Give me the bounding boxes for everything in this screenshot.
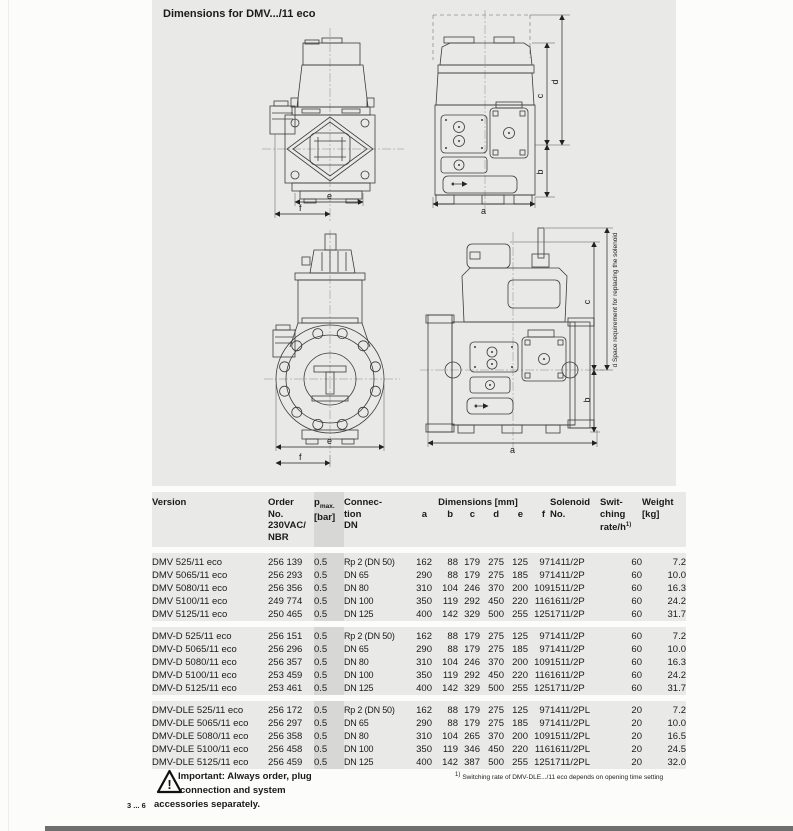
cell-version: DMV-D 5100/11 eco (152, 670, 237, 681)
cell-switching-rate: 20 (631, 744, 642, 755)
cell-p-max: 0.5 (314, 731, 328, 742)
cell-dim-c: 179 (464, 557, 480, 568)
cell-dim-f: 109 (534, 731, 550, 742)
cell-dim-e: 125 (512, 557, 528, 568)
cell-dim-e: 200 (512, 657, 528, 668)
table-row (152, 556, 686, 569)
cell-dim-e: 220 (512, 744, 528, 755)
cell-version: DMV 5125/11 eco (152, 609, 228, 620)
cell-weight: 16.5 (667, 731, 686, 742)
table-row (152, 643, 686, 656)
cell-connection: DN 100 (344, 744, 374, 754)
cell-order-no: 249 774 (268, 596, 303, 607)
cell-connection: Rp 2 (DN 50) (344, 631, 395, 641)
cell-solenoid-no: 1411/2PL (550, 718, 590, 729)
cell-solenoid-no: 1711/2P (550, 609, 585, 620)
cell-dim-b: 88 (447, 705, 458, 716)
cell-order-no: 253 459 (268, 670, 303, 681)
spec-table-group (152, 704, 686, 769)
cell-dim-d: 450 (488, 670, 504, 681)
cell-weight: 24.5 (667, 744, 686, 755)
cell-connection: Rp 2 (DN 50) (344, 705, 395, 715)
cell-dim-c: 246 (464, 657, 480, 668)
cell-dim-f: 97 (539, 557, 550, 568)
cell-switching-rate: 60 (631, 683, 642, 694)
table-row (152, 669, 686, 682)
table-row (152, 682, 686, 695)
cell-dim-d: 450 (488, 596, 504, 607)
cell-p-max: 0.5 (314, 705, 328, 716)
cell-solenoid-no: 1611/2P (550, 596, 585, 607)
cell-weight: 31.7 (667, 683, 686, 694)
cell-version: DMV 525/11 eco (152, 557, 223, 568)
cell-connection: DN 65 (344, 644, 369, 654)
cell-weight: 10.0 (667, 570, 686, 581)
cell-dim-f: 97 (539, 631, 550, 642)
cell-dim-d: 275 (488, 718, 504, 729)
cell-dim-d: 275 (488, 570, 504, 581)
header-dimensions: Dimensions [mm] a b c d e f (406, 492, 550, 543)
cell-p-max: 0.5 (314, 683, 328, 694)
cell-version: DMV-D 5080/11 eco (152, 657, 237, 668)
cell-dim-c: 265 (464, 731, 480, 742)
cell-p-max: 0.5 (314, 583, 328, 594)
cell-p-max: 0.5 (314, 596, 328, 607)
cell-solenoid-no: 1511/2P (550, 657, 585, 668)
cell-order-no: 256 458 (268, 744, 303, 755)
cell-dim-d: 500 (488, 757, 504, 768)
important-note-line1: Important: Always order, plug (178, 771, 312, 782)
table-row (152, 756, 686, 769)
cell-dim-d: 450 (488, 744, 504, 755)
cell-dim-c: 179 (464, 631, 480, 642)
technical-drawings (152, 0, 676, 486)
cell-dim-a: 400 (416, 683, 432, 694)
warning-exclamation: ! (167, 777, 172, 792)
cell-dim-e: 185 (512, 644, 528, 655)
table-row (152, 730, 686, 743)
table-group-dmv-dle (152, 701, 686, 769)
cell-switching-rate: 20 (631, 731, 642, 742)
cell-dim-b: 104 (442, 731, 458, 742)
spec-table-header (152, 492, 686, 543)
cell-dim-c: 329 (464, 609, 480, 620)
cell-dim-b: 142 (442, 683, 458, 694)
cell-dim-a: 350 (416, 744, 432, 755)
cell-order-no: 256 356 (268, 583, 303, 594)
cell-order-no: 256 296 (268, 644, 303, 655)
cell-order-no: 256 293 (268, 570, 303, 581)
cell-dim-b: 119 (442, 744, 458, 755)
page-title: Dimensions for DMV.../11 eco (163, 8, 316, 20)
header-solenoid-no: Solenoid No. (550, 497, 591, 520)
table-row (152, 717, 686, 730)
cell-p-max: 0.5 (314, 657, 328, 668)
cell-weight: 24.2 (667, 596, 686, 607)
cell-switching-rate: 60 (631, 583, 642, 594)
cell-p-max: 0.5 (314, 644, 328, 655)
drawing-side-view-threaded (433, 10, 570, 216)
cell-weight: 32.0 (667, 757, 686, 768)
cell-dim-f: 109 (534, 583, 550, 594)
cell-version: DMV-D 5125/11 eco (152, 683, 237, 694)
cell-dim-b: 88 (447, 570, 458, 581)
cell-dim-d: 370 (488, 731, 504, 742)
header-dimension-letters: a b c d e f (421, 508, 545, 520)
cell-connection: DN 65 (344, 570, 369, 580)
cell-p-max: 0.5 (314, 609, 328, 620)
cell-connection: DN 80 (344, 657, 369, 667)
cell-dim-b: 88 (447, 631, 458, 642)
table-header-block (152, 492, 686, 547)
cell-dim-a: 290 (416, 718, 432, 729)
cell-version: DMV-D 525/11 eco (152, 631, 232, 642)
dim-label-c: c (582, 299, 592, 305)
cell-dim-e: 185 (512, 718, 528, 729)
cell-version: DMV-DLE 5065/11 eco (152, 718, 249, 729)
table-row (152, 569, 686, 582)
cell-dim-f: 116 (534, 744, 550, 755)
cell-dim-e: 220 (512, 670, 528, 681)
cell-weight: 7.2 (672, 557, 686, 568)
page-reference: 3 ... 6 (127, 801, 146, 810)
cell-dim-b: 88 (447, 644, 458, 655)
cell-dim-a: 310 (416, 583, 432, 594)
cell-switching-rate: 20 (631, 705, 642, 716)
cell-dim-e: 255 (512, 683, 528, 694)
cell-dim-e: 125 (512, 631, 528, 642)
table-group-dmv-d (152, 627, 686, 695)
cell-p-max: 0.5 (314, 670, 328, 681)
cell-dim-d: 500 (488, 609, 504, 620)
dim-label-d: d (550, 79, 560, 85)
cell-dim-a: 162 (416, 631, 432, 642)
important-note-line2: connection and system (180, 785, 286, 796)
dim-label-e: e (327, 191, 333, 201)
cell-solenoid-no: 1611/2PL (550, 744, 590, 755)
cell-dim-e: 255 (512, 609, 528, 620)
cell-weight: 7.2 (672, 705, 686, 716)
header-switching-rate: Swit- ching rate/$h^{1)}$ (600, 497, 632, 534)
cell-solenoid-no: 1411/2PL (550, 705, 590, 716)
cell-weight: 31.7 (667, 609, 686, 620)
header-pmax: $p_{max.}$ [bar] (314, 497, 336, 524)
cell-dim-d: 275 (488, 557, 504, 568)
cell-dim-f: 116 (534, 596, 550, 607)
cell-dim-a: 350 (416, 670, 432, 681)
cell-dim-b: 119 (442, 670, 458, 681)
cell-switching-rate: 60 (631, 644, 642, 655)
cell-version: DMV-DLE 5125/11 eco (152, 757, 249, 768)
cell-dim-d: 275 (488, 644, 504, 655)
cell-dim-c: 292 (464, 596, 480, 607)
bottom-bar (45, 826, 793, 831)
header-connection: Connec- tion DN (344, 497, 382, 531)
drawing-front-view-threaded (262, 28, 404, 222)
cell-weight: 7.2 (672, 631, 686, 642)
cell-version: DMV-D 5065/11 eco (152, 644, 237, 655)
table-row (152, 608, 686, 621)
cell-dim-f: 109 (534, 657, 550, 668)
cell-dim-b: 119 (442, 596, 458, 607)
cell-switching-rate: 20 (631, 718, 642, 729)
cell-dim-d: 370 (488, 657, 504, 668)
cell-dim-b: 88 (447, 557, 458, 568)
cell-p-max: 0.5 (314, 557, 328, 568)
cell-dim-a: 400 (416, 609, 432, 620)
cell-p-max: 0.5 (314, 570, 328, 581)
cell-version: DMV-DLE 5080/11 eco (152, 731, 249, 742)
cell-solenoid-no: 1711/2PL (550, 757, 590, 768)
cell-dim-d: 500 (488, 683, 504, 694)
cell-dim-b: 88 (447, 718, 458, 729)
header-version: Version (152, 497, 187, 508)
cell-dim-d: 275 (488, 631, 504, 642)
cell-solenoid-no: 1511/2PL (550, 731, 590, 742)
cell-switching-rate: 60 (631, 570, 642, 581)
cell-dim-a: 310 (416, 657, 432, 668)
dimensions-drawing-panel (152, 0, 676, 486)
cell-dim-b: 142 (442, 609, 458, 620)
cell-order-no: 256 139 (268, 557, 303, 568)
cell-dim-f: 116 (534, 670, 550, 681)
cell-dim-f: 97 (539, 718, 550, 729)
cell-version: DMV 5080/11 eco (152, 583, 228, 594)
cell-weight: 16.3 (667, 657, 686, 668)
cell-connection: Rp 2 (DN 50) (344, 557, 395, 567)
cell-dim-c: 292 (464, 670, 480, 681)
cell-dim-b: 142 (442, 757, 458, 768)
page-edge-line (8, 0, 9, 831)
cell-connection: DN 100 (344, 670, 374, 680)
dim-label-e: e (327, 436, 333, 446)
cell-solenoid-no: 1411/2P (550, 570, 585, 581)
cell-weight: 10.0 (667, 644, 686, 655)
cell-connection: DN 65 (344, 718, 369, 728)
cell-dim-c: 179 (464, 570, 480, 581)
drawing-side-view-flanged (420, 228, 619, 455)
cell-dim-c: 346 (464, 744, 480, 755)
table-row (152, 743, 686, 756)
cell-dim-c: 246 (464, 583, 480, 594)
cell-p-max: 0.5 (314, 718, 328, 729)
cell-dim-d: 275 (488, 705, 504, 716)
cell-connection: DN 125 (344, 609, 374, 619)
cell-dim-f: 97 (539, 644, 550, 655)
cell-weight: 16.3 (667, 583, 686, 594)
cell-dim-a: 162 (416, 705, 432, 716)
cell-order-no: 250 465 (268, 609, 303, 620)
cell-connection: DN 125 (344, 683, 374, 693)
cell-connection: DN 80 (344, 583, 369, 593)
cell-dim-a: 290 (416, 570, 432, 581)
dim-label-f: f (299, 203, 302, 213)
dim-label-f: f (299, 452, 302, 462)
dim-label-b: b (535, 169, 545, 175)
cell-dim-c: 179 (464, 718, 480, 729)
cell-solenoid-no: 1411/2P (550, 631, 585, 642)
cell-dim-d: 370 (488, 583, 504, 594)
important-note-line3: accessories separately. (154, 799, 260, 810)
cell-solenoid-no: 1411/2P (550, 557, 585, 568)
table-row (152, 656, 686, 669)
table-row (152, 595, 686, 608)
cell-dim-a: 162 (416, 557, 432, 568)
cell-version: DMV 5065/11 eco (152, 570, 228, 581)
cell-dim-e: 220 (512, 596, 528, 607)
space-requirement-note: d Space requirement for replacing the solenoid (612, 232, 619, 368)
cell-order-no: 256 357 (268, 657, 303, 668)
cell-dim-a: 400 (416, 757, 432, 768)
cell-solenoid-no: 1611/2P (550, 670, 585, 681)
cell-dim-f: 125 (534, 609, 550, 620)
cell-p-max: 0.5 (314, 631, 328, 642)
cell-dim-e: 125 (512, 705, 528, 716)
spec-table-group (152, 556, 686, 621)
cell-order-no: 256 358 (268, 731, 303, 742)
cell-dim-c: 179 (464, 644, 480, 655)
table-row (152, 704, 686, 717)
cell-switching-rate: 60 (631, 609, 642, 620)
spec-table-group (152, 630, 686, 695)
cell-solenoid-no: 1511/2P (550, 583, 585, 594)
cell-dim-c: 387 (464, 757, 480, 768)
cell-switching-rate: 60 (631, 557, 642, 568)
cell-order-no: 256 172 (268, 705, 303, 716)
cell-switching-rate: 60 (631, 631, 642, 642)
cell-dim-f: 125 (534, 683, 550, 694)
cell-switching-rate: 60 (631, 657, 642, 668)
cell-version: DMV 5100/11 eco (152, 596, 228, 607)
dim-label-a: a (481, 206, 487, 216)
cell-dim-a: 350 (416, 596, 432, 607)
cell-dim-a: 310 (416, 731, 432, 742)
cell-version: DMV-DLE 525/11 eco (152, 705, 244, 716)
table-group-dmv (152, 553, 686, 621)
drawing-front-view-flanged (264, 230, 400, 467)
cell-switching-rate: 20 (631, 757, 642, 768)
dim-label-b: b (582, 397, 592, 403)
table-row (152, 582, 686, 595)
header-weight: Weight [kg] (642, 497, 674, 520)
cell-connection: DN 100 (344, 596, 374, 606)
cell-order-no: 256 151 (268, 631, 303, 642)
cell-version: DMV-DLE 5100/11 eco (152, 744, 249, 755)
cell-dim-b: 104 (442, 583, 458, 594)
dim-label-a: a (510, 445, 516, 455)
cell-switching-rate: 60 (631, 596, 642, 607)
cell-dim-e: 200 (512, 583, 528, 594)
cell-dim-e: 185 (512, 570, 528, 581)
cell-solenoid-no: 1711/2P (550, 683, 585, 694)
cell-dim-b: 104 (442, 657, 458, 668)
cell-order-no: 256 297 (268, 718, 303, 729)
cell-dim-a: 290 (416, 644, 432, 655)
dim-label-c: c (535, 93, 545, 99)
cell-switching-rate: 60 (631, 670, 642, 681)
cell-dim-f: 97 (539, 570, 550, 581)
cell-order-no: 253 461 (268, 683, 303, 694)
table-row (152, 630, 686, 643)
cell-dim-c: 329 (464, 683, 480, 694)
cell-dim-e: 200 (512, 731, 528, 742)
cell-order-no: 256 459 (268, 757, 303, 768)
cell-p-max: 0.5 (314, 744, 328, 755)
cell-weight: 10.0 (667, 718, 686, 729)
cell-dim-c: 179 (464, 705, 480, 716)
cell-dim-f: 125 (534, 757, 550, 768)
cell-weight: 24.2 (667, 670, 686, 681)
cell-solenoid-no: 1411/2P (550, 644, 585, 655)
footnote: $^{1)}$ Switching rate of DMV-DLE.../11 eco depends on opening time setting (455, 772, 664, 782)
cell-dim-f: 97 (539, 705, 550, 716)
cell-connection: DN 125 (344, 757, 374, 767)
header-order-no: Order No. 230VAC/ NBR (268, 497, 306, 543)
cell-connection: DN 80 (344, 731, 369, 741)
cell-dim-e: 255 (512, 757, 528, 768)
cell-p-max: 0.5 (314, 757, 328, 768)
